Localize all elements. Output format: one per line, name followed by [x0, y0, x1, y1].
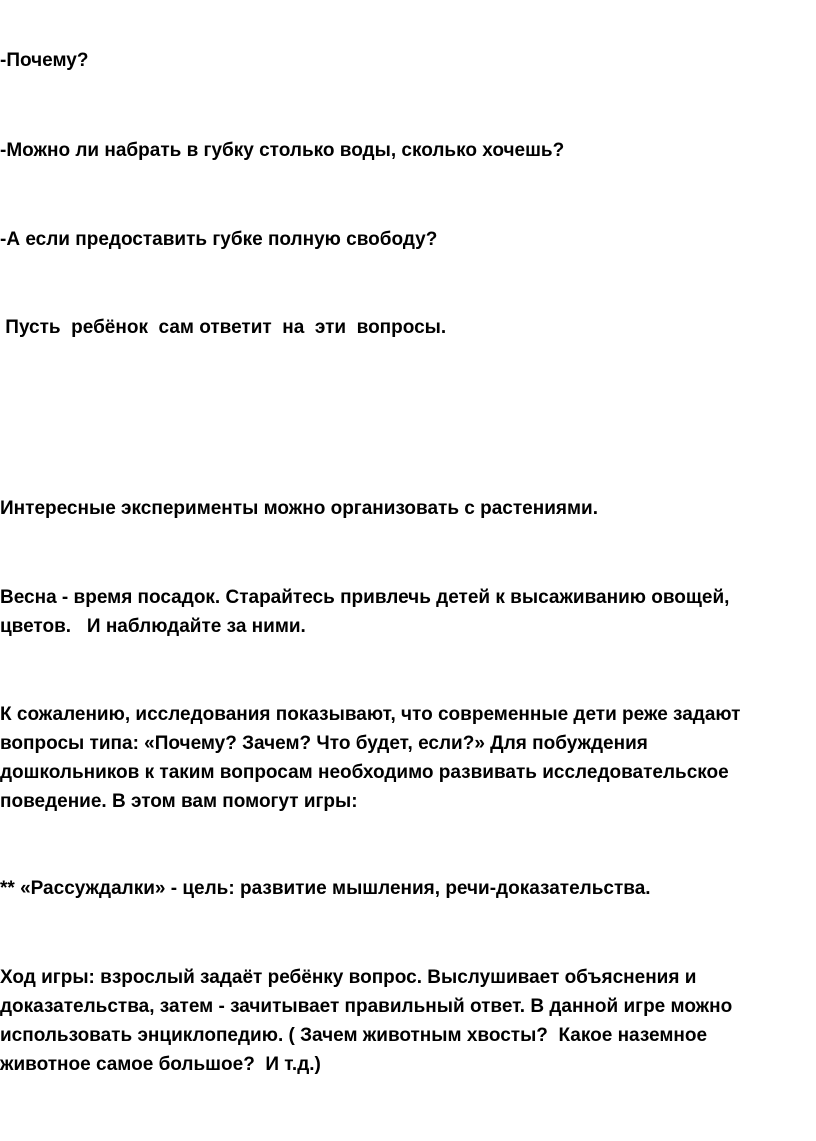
paragraph-game-title: ** «Рассуждалки» - цель: развитие мышления, речи-доказательства. — [0, 878, 651, 899]
paragraph-spring-planting: Весна - время посадок. Старайтесь привлечь детей к высаживанию овощей, цветов. И наблюдайте за ними. — [0, 587, 735, 637]
paragraph-child-answers: Пусть ребёнок сам ответит на эти вопросы. — [0, 317, 447, 338]
paragraph-research-behavior: К сожалению, исследования показывают, что современные дети реже задают вопросы типа: «Почему? Зачем? Что будет, если?» Для побуждения дошкольников к таким вопросам необходимо развивать исследовательское поведение. В этом вам помогут игры: — [0, 704, 746, 812]
paragraph-plants-experiments: Интересные эксперименты можно организовать с растениями. — [0, 498, 598, 519]
paragraph-why: -Почему? — [0, 50, 89, 71]
paragraph-sponge-question: -Можно ли набрать в губку столько воды, сколько хочешь? — [0, 140, 565, 161]
paragraph-game-description: Ход игры: взрослый задаёт ребёнку вопрос. Выслушивает объяснения и доказательства, затем - зачитывает правильный ответ. В данной игре можно использовать энциклопедию. ( Зачем животным хвосты? Какое наземное животное самое большое? И т.д.) — [0, 967, 738, 1075]
paragraph-sponge-freedom: -А если предоставить губке полную свободу? — [0, 229, 438, 250]
